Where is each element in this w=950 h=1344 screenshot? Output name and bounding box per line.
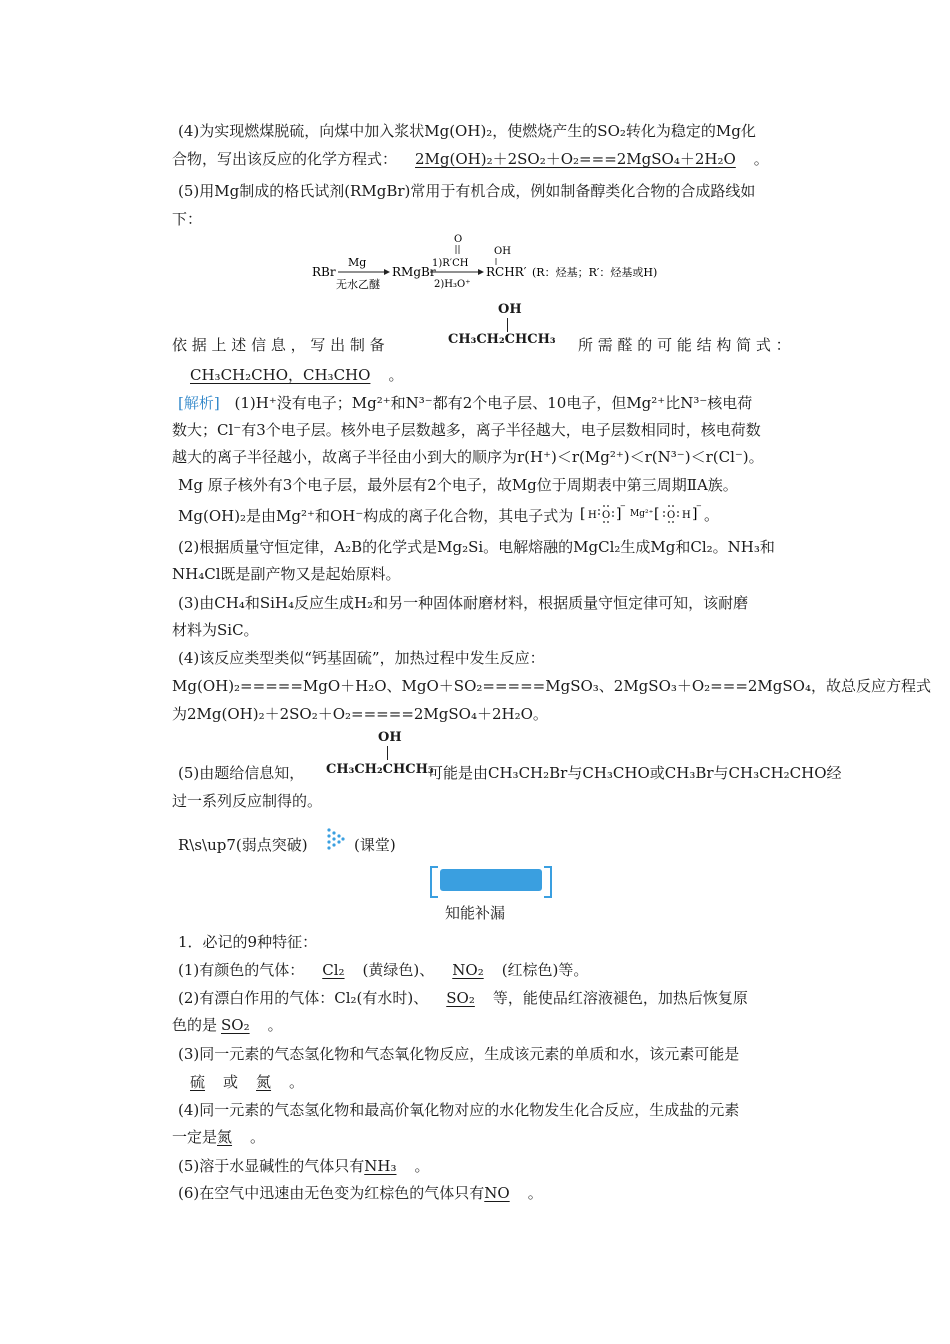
chevron-dots-icon bbox=[326, 827, 346, 853]
q5-struct-formula: OH CH₃CH₂CHCH₃ bbox=[448, 302, 556, 347]
q5-line-3-post: 所 需 醛 的 可 能 结 构 简 式 ： bbox=[578, 336, 791, 354]
analysis-line-2: 数大；Cl⁻有3个电子层。核外电子层数越多，离子半径越大，电子层数相同时，核电荷数 bbox=[172, 421, 761, 439]
sub-heading-banner bbox=[430, 866, 552, 896]
analysis-line-11: Mg(OH)₂=====MgO＋H₂O、MgO＋SO₂=====MgSO₃、2MgSO₃＋O₂===2MgSO₄，故总反应方程式 bbox=[172, 677, 931, 695]
fact-2-answer-1: SO₂ bbox=[446, 989, 475, 1007]
analysis-struct-formula: OH CH₃CH₂CHCH₃ bbox=[326, 730, 434, 777]
fact-3b: 硫 或 氮 。 bbox=[190, 1073, 305, 1091]
sub-heading: 知能补漏 bbox=[444, 904, 505, 922]
route-carbonyl-o: O bbox=[454, 234, 463, 245]
fact-5-answer: NH₃ bbox=[364, 1157, 397, 1175]
fact-3-answer-1: 硫 bbox=[190, 1073, 206, 1091]
fact-4-answer: 氮 bbox=[217, 1128, 233, 1146]
svg-text:。: 。 bbox=[704, 506, 720, 524]
electron-formula-mgoh2 bbox=[580, 500, 720, 528]
fact-4: (4)同一元素的气态氢化物和最高价氧化物对应的水化物发生化合反应，生成盐的元素 bbox=[178, 1101, 740, 1119]
route-arrow-2-head bbox=[478, 269, 484, 275]
route-solvent: 无水乙醚 bbox=[336, 278, 380, 291]
analysis-line-8: (3)由CH₄和SiH₄反应生成H₂和另一种固体耐磨材料，根据质量守恒定律可知，该耐磨 bbox=[178, 594, 749, 612]
route-note: (R：烃基；R′：烃基或H) bbox=[532, 266, 658, 279]
analysis-tag: [解析] bbox=[178, 394, 220, 412]
q5-answer: CH₃CH₂CHO，CH₃CHO bbox=[190, 366, 371, 384]
route-product: RCHR′ bbox=[486, 265, 527, 279]
route-rbr: RBr bbox=[312, 265, 336, 279]
analysis-line-10: (4)该反应类型类似“钙基固硫”，加热过程中发生反应： bbox=[178, 649, 545, 667]
section-heading: R\s\up7(弱点突破) bbox=[178, 836, 308, 854]
svg-text:−: − bbox=[696, 502, 702, 510]
analysis-line-12: 为2Mg(OH)₂＋2SO₂＋O₂=====2MgSO₄＋2H₂O。 bbox=[172, 705, 548, 723]
fact-2b: 色的是 SO₂ 。 bbox=[172, 1016, 283, 1034]
analysis-line-3: 越大的离子半径越小，故离子半径由小到大的顺序为r(H⁺)＜r(Mg²⁺)＜r(N³⁻)＜r(Cl⁻)。 bbox=[172, 448, 764, 466]
fact-2: (2)有漂白作用的气体：Cl₂(有水时)、 SO₂ 等，能使品红溶液褪色，加热后恢复原 bbox=[178, 989, 748, 1007]
fact-6-answer: NO bbox=[484, 1184, 510, 1202]
synthesis-route-diagram bbox=[300, 232, 720, 304]
svg-text:[: [ bbox=[580, 506, 586, 522]
q5-line-2: 下： bbox=[172, 210, 203, 228]
q4-answer: 2Mg(OH)₂＋2SO₂＋O₂===2MgSO₄＋2H₂O bbox=[415, 150, 736, 168]
fact-3-answer-2: 氮 bbox=[256, 1073, 272, 1091]
svg-text:[: [ bbox=[654, 506, 660, 522]
fact-1-answer-1: Cl₂ bbox=[322, 961, 345, 979]
fact-3: (3)同一元素的气态氢化物和气态氧化物反应，生成该元素的单质和水，该元素可能是 bbox=[178, 1045, 740, 1063]
route-mg: Mg bbox=[348, 256, 367, 269]
svg-text:]: ] bbox=[616, 506, 622, 522]
q4-line-2: 合物，写出该反应的化学方程式： 2Mg(OH)₂＋2SO₂＋O₂===2MgSO₄＋2H₂O 。 bbox=[172, 150, 769, 168]
fact-6: (6)在空气中迅速由无色变为红棕色的气体只有NO 。 bbox=[178, 1184, 543, 1202]
svg-text:O: O bbox=[667, 510, 676, 521]
analysis-line-1: [解析] (1)H⁺没有电子；Mg²⁺和N³⁻都有2个电子层、10电子，但Mg²⁺比N³⁻核电荷 bbox=[178, 394, 753, 412]
section-class-label: (课堂) bbox=[354, 836, 396, 854]
analysis-line-6: (2)根据质量守恒定律，A₂B的化学式是Mg₂Si。电解熔融的MgCl₂生成Mg和Cl₂。NH₃和 bbox=[178, 538, 775, 556]
facts-title: 1．必记的9种特征： bbox=[178, 933, 318, 951]
analysis-line-13: (5)由题给信息知， bbox=[178, 764, 305, 782]
q4-line-1: (4)为实现燃煤脱硫，向煤中加入浆状Mg(OH)₂，使燃烧产生的SO₂转化为稳定的Mg化 bbox=[178, 122, 756, 140]
svg-text:O: O bbox=[602, 510, 611, 521]
fact-1-answer-2: NO₂ bbox=[452, 961, 484, 979]
analysis-line-14: 过一系列反应制得的。 bbox=[172, 792, 323, 810]
q5-line-4: CH₃CH₂CHO，CH₃CHO 。 bbox=[172, 362, 808, 389]
route-step-1: 1)R′CH bbox=[432, 258, 469, 269]
svg-text:−: − bbox=[620, 502, 626, 510]
fact-4b: 一定是氮 。 bbox=[172, 1128, 266, 1146]
fact-1: (1)有颜色的气体： Cl₂ (黄绿色)、 NO₂ (红棕色)等。 bbox=[178, 961, 589, 979]
svg-text:H: H bbox=[588, 510, 597, 521]
svg-text:Mg²⁺: Mg²⁺ bbox=[630, 509, 654, 519]
analysis-line-9: 材料为SiC。 bbox=[172, 621, 259, 639]
analysis-line-5: Mg(OH)₂是由Mg²⁺和OH⁻构成的离子化合物，其电子式为 bbox=[178, 507, 574, 525]
svg-text:]: ] bbox=[692, 506, 698, 522]
svg-text:H: H bbox=[682, 510, 691, 521]
route-arrow-1-head bbox=[384, 269, 390, 275]
analysis-line-7: NH₄Cl既是副产物又是起始原料。 bbox=[172, 565, 401, 583]
q5-line-3: 依 据 上 述 信 息 ， 写 出 制 备 bbox=[172, 336, 385, 354]
route-step-2: 2)H₃O⁺ bbox=[434, 279, 471, 290]
q5-line-1: (5)用Mg制成的格氏试剂(RMgBr)常用于有机合成，例如制备醇类化合物的合成路线如 bbox=[178, 182, 756, 200]
analysis-line-13-post: 可能是由CH₃CH₂Br与CH₃CHO或CH₃Br与CH₃CH₂CHO经 bbox=[428, 764, 842, 782]
fact-2-answer-2: SO₂ bbox=[221, 1016, 250, 1034]
route-rmgbr: RMgBr bbox=[392, 265, 436, 279]
fact-5: (5)溶于水显碱性的气体只有NH₃ 。 bbox=[178, 1157, 430, 1175]
analysis-line-4: Mg 原子核外有3个电子层，最外层有2个电子，故Mg位于周期表中第三周期ⅡA族。 bbox=[178, 476, 738, 494]
route-product-oh: OH bbox=[494, 246, 511, 257]
